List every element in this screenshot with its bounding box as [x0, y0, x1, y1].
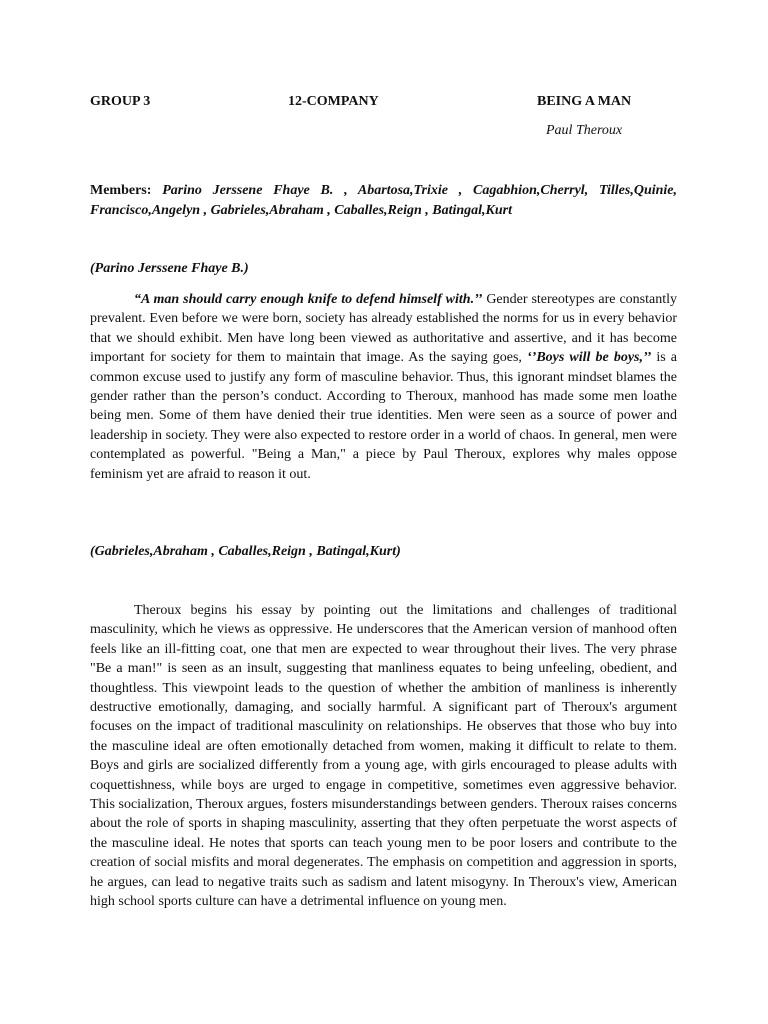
opening-quote: “A man should carry enough knife to defend himself with.’’ [134, 292, 483, 307]
essay-author: Paul Theroux [546, 123, 623, 138]
section-2-paragraph: Theroux begins his essay by pointing out the limitations and challenges of traditional masculinity, which he views as oppressive. He underscores that the American version of manhood often feels like an ill-fitting coat, one that men are expected to wear throughout their lives. The very phrase "Be a man!" is seen as an insult, suggesting that manliness equates to being unfeeling, obedient, and thoughtless. This viewpoint leads to the question of whether the ambition of manliness is inherently destructive emotionally, damaging, and socially harmful. A significant part of Theroux's argument focuses on the impact of traditional masculinity on relationships. He observes that those who buy into the masculine ideal are often emotionally detached from women, making it difficult to relate to them. Boys and girls are socialized differently from a young age, with girls encouraged to please adults with coquettishness, while boys are urged to engage in competitive, sometimes even aggressive behavior. This socialization, Theroux argues, fosters misunderstandings between genders. Theroux raises concerns about the role of sports in shaping masculinity, asserting that they often perpetuate the worst aspects of the masculine ideal. He notes that sports can teach young men to be poor losers and contribute to the creation of social misfits and moral degenerates. The emphasis on competition and aggression in sports, he argues, can lead to negative traits such as sadism and latent misogyny. In Theroux's view, American high school sports culture can have a detrimental influence on young men. [90, 603, 677, 910]
group-label: GROUP 3 [90, 94, 151, 109]
essay-title: BEING A MAN [537, 94, 632, 109]
members-list [90, 181, 677, 221]
paragraph-text-b: is a common excuse used to justify any form of masculine behavior. Thus, this ignorant mindset blames the gender rather than the person’s conduct. According to Theroux, manhood has made some men loathe being men. Some of them have denied their true identities. Men were seen as a source of power and leadership in society. They were also expected to restore order in a world of chaos. In general, men were contemplated as powerful. "Being a Man," a piece by Paul Theroux, explores why males oppose feminism yet are afraid to reason it out. [90, 350, 677, 482]
section-2-heading: (Gabrieles,Abraham , Caballes,Reign , Batingal,Kurt) [90, 544, 401, 559]
document-header [90, 94, 690, 112]
members-names: Parino Jerssene Fhaye B. , Abartosa,Trixie , Cagabhion,Cherryl, Tilles,Quinie, Francisco,Angelyn , Gabrieles,Abraham , Caballes,Reign , Batingal,Kurt [90, 183, 678, 218]
section-1-paragraph [90, 290, 677, 484]
members-label: Members: [90, 183, 152, 198]
section-1-heading: (Parino Jerssene Fhaye B.) [90, 261, 249, 276]
saying-quote: ‘’Boys will be boys,’’ [527, 350, 652, 366]
paragraph-text-a: Gender stereotypes are constantly prevalent. Even before we were born, society has already established the norms for us in every behavior that we should exhibit. Men have long been viewed as authoritative and assertive, and it has become important for society for them to maintain that image. As the saying goes, [90, 292, 677, 366]
company-label: 12-COMPANY [288, 94, 379, 109]
